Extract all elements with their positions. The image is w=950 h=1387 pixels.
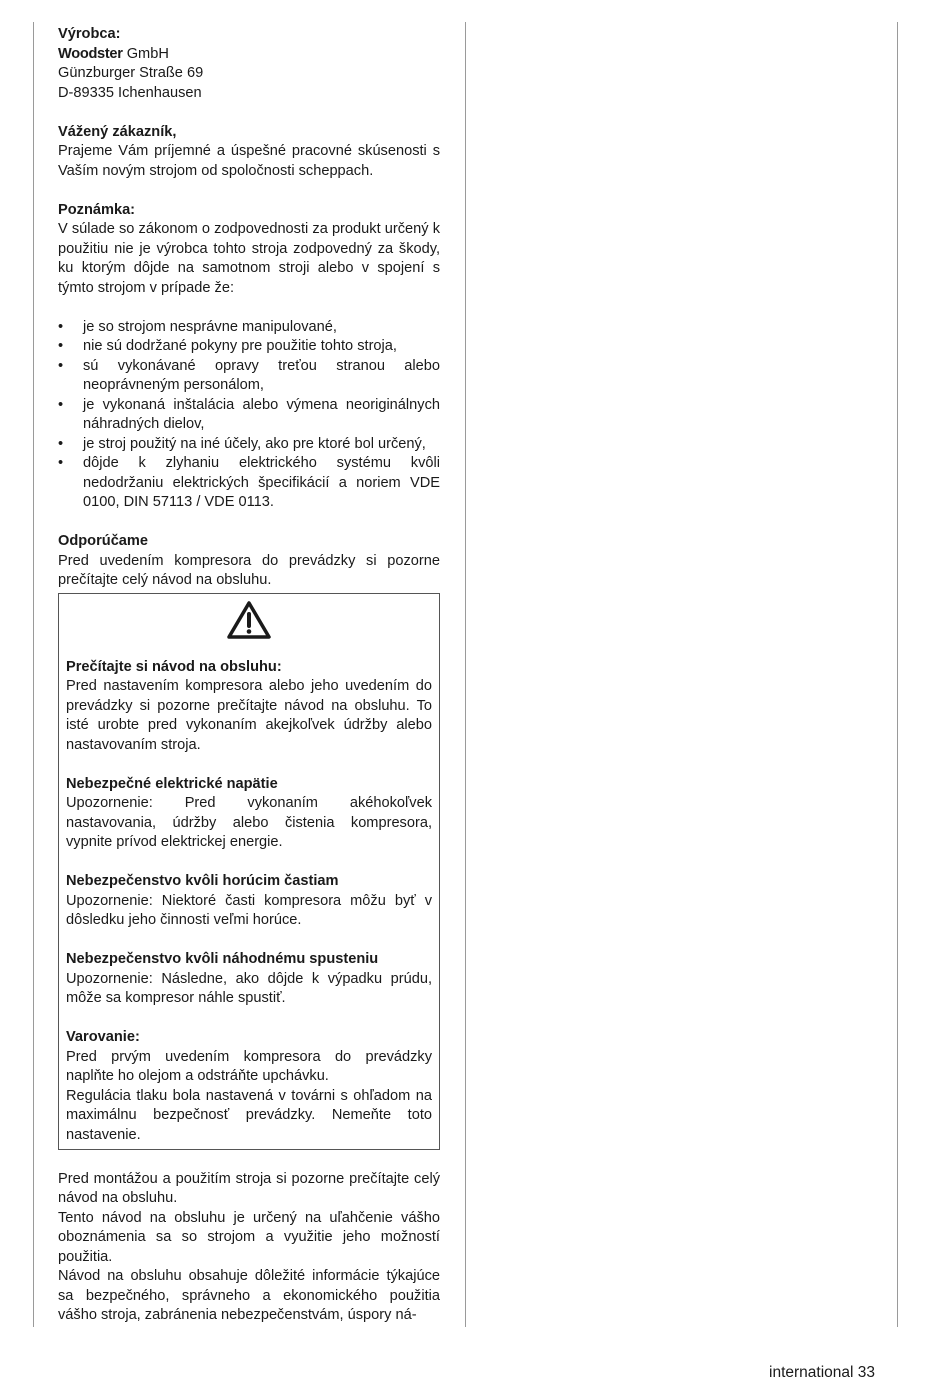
list-item (58, 337, 440, 357)
manufacturer-block (58, 25, 440, 103)
company-suffix: GmbH (122, 45, 169, 62)
safety-warning-box (58, 593, 440, 1151)
warning-heading: Nebezpečenstvo kvôli náhodnému spusteniu (66, 951, 379, 967)
center-column-rule (465, 22, 466, 1327)
page-footer: international 33 (769, 1364, 875, 1381)
warning-section-read-manual (66, 658, 432, 756)
warning-text: Upozornenie: Pred vykonaním akéhokoľvek nastavovania, údržby alebo čistenia kompresora, vypnite prívod elektrickej energie. (66, 795, 432, 850)
closing-block (58, 1170, 440, 1326)
closing-paragraph: Návod na obsluhu obsahuje dôležité informácie týkajúce sa bezpečného, správneho a ekonomického použitia vášho stroja, zabránenia nebezpečenstvám, úspory ná- (58, 1268, 440, 1323)
warning-heading: Varovanie: (66, 1029, 140, 1045)
warning-heading: Nebezpečné elektrické napätie (66, 775, 278, 792)
list-item-text: je stroj použitý na iné účely, ako pre ktoré bol určený, (83, 435, 426, 452)
list-item-text: nie sú dodržané pokyny pre použitie tohto stroja, (83, 338, 397, 354)
warning-text: Pred prvým uvedením kompresora do prevádzky naplňte ho olejom a odstráňte upchávku. (66, 1048, 432, 1084)
warning-text: Upozornenie: Následne, ako dôjde k výpadku prúdu, môže sa kompresor náhle spustiť. (66, 970, 432, 1006)
note-heading: Poznámka: (58, 201, 136, 218)
list-item (58, 454, 440, 513)
note-block (58, 201, 440, 513)
greeting-text: Prajeme Vám príjemné a úspešné pracovné skúsenosti s Vaším novým strojom od spoločnosti scheppach. (58, 143, 440, 179)
warning-text: Regulácia tlaku bola nastavená v továrni s ohľadom na maximálnu bezpečnosť prevádzky. Nemeňte toto nastavenie. (66, 1087, 432, 1143)
greeting-block (58, 123, 440, 182)
left-text-column (58, 25, 440, 1326)
closing-paragraph: Tento návod na obsluhu je určený na uľahčenie vášho oboznámenia sa so strojom a využitie jeho možností použitia. (58, 1209, 440, 1265)
manufacturer-heading: Výrobca: (58, 26, 121, 42)
list-item (58, 396, 440, 435)
warning-text: Pred nastavením kompresora alebo jeho uvedením do prevádzky si pozorne prečítajte návod na obsluhu. To isté urobte pred vykonaním akejkoľvek údržby alebo nastavovaním stroja. (66, 678, 432, 753)
recommend-block (58, 532, 440, 591)
list-item (58, 435, 440, 455)
list-item (58, 318, 440, 338)
liability-list (58, 318, 440, 513)
warning-section-voltage (66, 775, 432, 853)
list-item (58, 357, 440, 396)
warning-section-hot-parts (66, 872, 432, 931)
list-item-text: je so strojom nesprávne manipulované, (83, 318, 337, 335)
note-text: V súlade so zákonom o zodpovednosti za produkt určený k použitiu nie je výrobca tohto stroja zodpovedný za škody, ku ktorým dôjde na samotnom stroji alebo v spojení s týmto strojom v prípade že: (58, 221, 440, 296)
recommend-heading: Odporúčame (58, 533, 149, 549)
bullet-icon: • (58, 318, 64, 335)
left-margin-rule (33, 22, 34, 1327)
manufacturer-company (58, 45, 440, 65)
recommend-text: Pred uvedením kompresora do prevádzky si pozorne prečítajte celý návod na obsluhu. (58, 552, 440, 588)
warning-triangle-svg (226, 600, 272, 640)
brand-logo-text: Woodster (58, 45, 123, 62)
warning-heading: Nebezpečenstvo kvôli horúcim častiam (66, 873, 339, 889)
warning-section-caution (66, 1028, 432, 1145)
warning-section-sudden-start (66, 950, 432, 1009)
bullet-icon: • (58, 338, 64, 354)
list-item-text: je vykonaná inštalácia alebo výmena neoriginálnych náhradných dielov, (83, 396, 440, 432)
bullet-icon: • (58, 396, 64, 413)
greeting-heading: Vážený zákazník, (58, 123, 177, 140)
list-item-text: sú vykonávané opravy treťou stranou alebo neoprávneným personálom, (83, 357, 440, 393)
warning-heading: Prečítajte si návod na obsluhu: (66, 658, 282, 675)
manufacturer-city: D-89335 Ichenhausen (58, 84, 202, 101)
warning-text: Upozornenie: Niektoré časti kompresora môžu byť v dôsledku jeho činnosti veľmi horúce. (66, 892, 432, 928)
bullet-icon: • (58, 455, 64, 471)
warning-triangle-icon (66, 600, 432, 646)
right-margin-rule (897, 22, 898, 1327)
closing-paragraph: Pred montážou a použitím stroja si pozorne prečítajte celý návod na obsluhu. (58, 1170, 440, 1206)
manufacturer-street: Günzburger Straße 69 (58, 65, 204, 81)
list-item-text: dôjde k zlyhaniu elektrického systému kvôli nedodržaniu elektrických špecifikácií a noriem VDE 0100, DIN 57113 / VDE 0113. (83, 455, 440, 510)
bullet-icon: • (58, 357, 64, 374)
bullet-icon: • (58, 435, 64, 452)
